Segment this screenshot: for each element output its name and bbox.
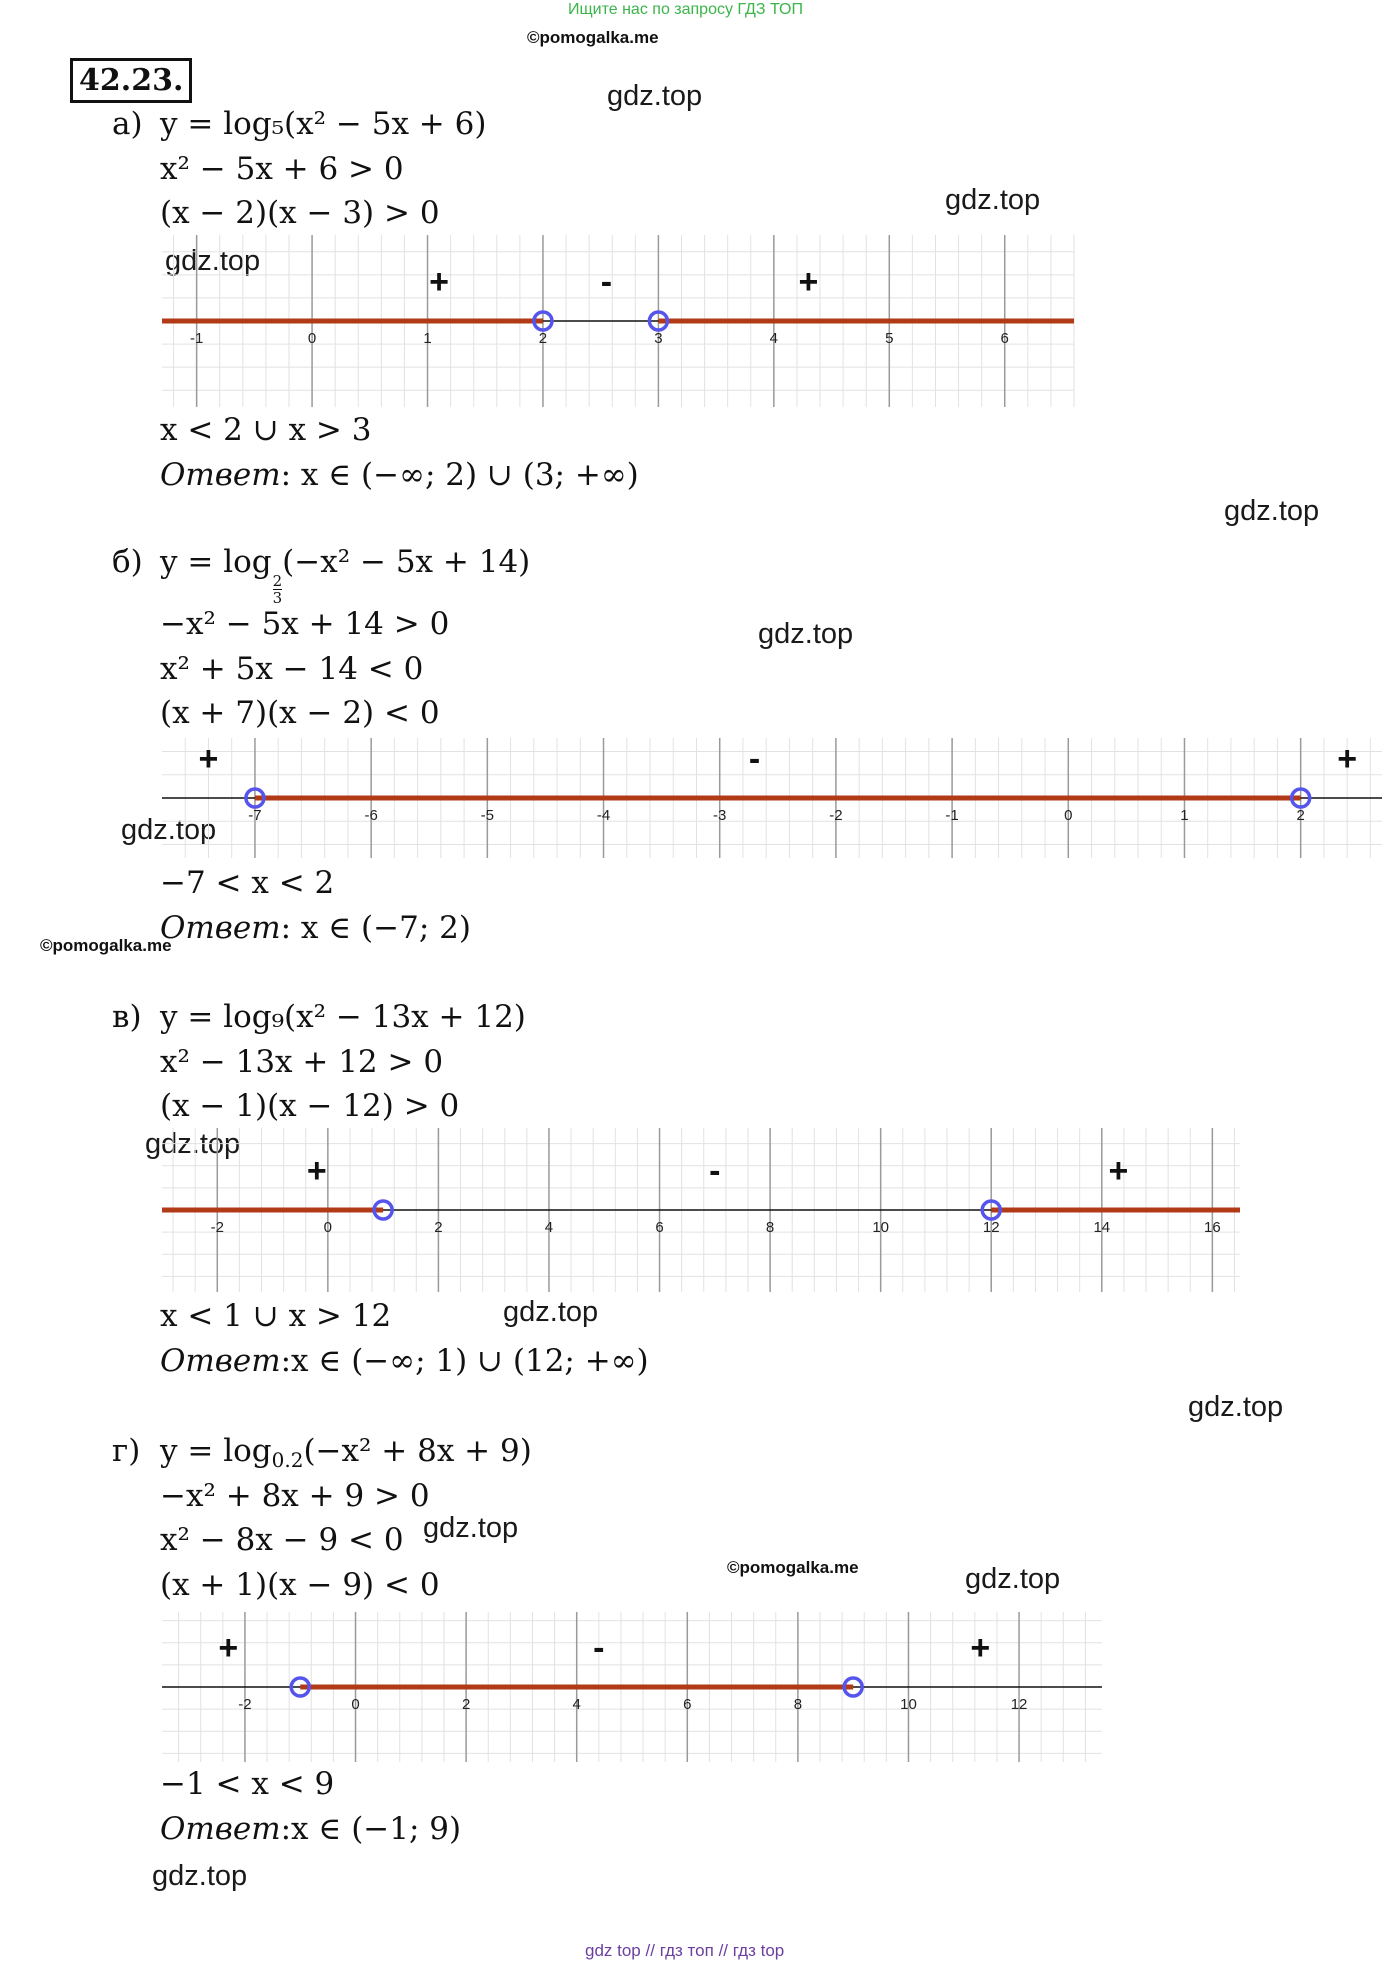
- tick-label: -5: [480, 807, 495, 824]
- watermark-pomogalka: ©pomogalka.me: [40, 936, 172, 955]
- sign-label: -: [600, 263, 613, 301]
- sign-label: -: [748, 740, 761, 778]
- tick-label: 0: [307, 330, 317, 347]
- answer-value: : x ∈ (−∞; 2) ∪ (3; +∞): [280, 457, 639, 493]
- answer-label: Ответ: [160, 457, 281, 493]
- part-a-step: x² − 5x + 6 > 0: [160, 151, 404, 187]
- part-d-solution: −1 < x < 9: [160, 1766, 335, 1802]
- search-banner[interactable]: Ищите нас по запросу ГДЗ ТОП: [568, 1, 803, 18]
- footer-links: [585, 1941, 784, 1961]
- part-b-step: x² + 5x − 14 < 0: [160, 651, 424, 687]
- tick-label: 0: [351, 1696, 360, 1713]
- sign-label: -: [709, 1152, 721, 1190]
- watermark-gdz: gdz.top: [1188, 1391, 1284, 1423]
- tick-label: 5: [885, 330, 894, 347]
- tick-label: 6: [1000, 330, 1009, 347]
- number-line-b: [162, 738, 1382, 858]
- tick-label: 4: [572, 1696, 581, 1713]
- footer-link[interactable]: gdz top: [585, 1941, 641, 1960]
- tick-label: -3: [713, 807, 727, 824]
- watermark-gdz: gdz.top: [121, 814, 217, 846]
- footer-separator: //: [645, 1941, 655, 1960]
- base-denominator: 3: [272, 589, 283, 607]
- watermark-pomogalka: ©pomogalka.me: [727, 1558, 859, 1577]
- part-b-function: [160, 543, 530, 606]
- sign-label: +: [1337, 740, 1358, 778]
- watermark-gdz: gdz.top: [1224, 495, 1320, 527]
- tick-label: -2: [829, 807, 843, 824]
- part-c-solution: x < 1 ∪ x > 12: [160, 1298, 392, 1334]
- part-b-step: (x + 7)(x − 2) < 0: [160, 695, 440, 731]
- answer-label: Ответ: [160, 910, 281, 946]
- part-b-label: б): [112, 544, 143, 580]
- tick-label: 4: [544, 1219, 554, 1236]
- tick-label: 16: [1204, 1219, 1221, 1236]
- part-b-answer: [160, 909, 471, 947]
- watermark-gdz: gdz.top: [145, 1128, 241, 1160]
- function-argument: (−x² + 8x + 9): [303, 1433, 532, 1469]
- tick-label: -4: [596, 807, 611, 824]
- watermark-gdz: gdz.top: [165, 245, 261, 277]
- part-c-answer: [160, 1342, 649, 1380]
- part-d-step: −x² + 8x + 9 > 0: [160, 1478, 430, 1514]
- sign-label: +: [218, 1629, 239, 1667]
- watermark-gdz: gdz.top: [423, 1512, 519, 1544]
- part-c-label: в): [112, 999, 142, 1035]
- footer-separator: //: [718, 1941, 729, 1960]
- number-line-a: [162, 235, 1074, 407]
- watermark-gdz: gdz.top: [945, 184, 1041, 216]
- tick-label: -1: [189, 330, 204, 347]
- tick-label: 10: [872, 1219, 890, 1236]
- function-prefix: y = log: [160, 544, 272, 580]
- part-c-step: x² − 13x + 12 > 0: [160, 1044, 444, 1080]
- tick-label: 1: [423, 330, 432, 347]
- answer-label: Ответ: [160, 1343, 281, 1379]
- sign-label: -: [593, 1629, 605, 1667]
- sign-label: +: [1108, 1152, 1129, 1190]
- watermark-gdz: gdz.top: [152, 1860, 248, 1892]
- sign-label: +: [306, 1152, 327, 1190]
- sign-label: +: [970, 1629, 991, 1667]
- tick-label: -2: [238, 1696, 252, 1713]
- part-a-solution: x < 2 ∪ x > 3: [160, 412, 372, 448]
- tick-label: 3: [654, 330, 663, 347]
- tick-label: 1: [1180, 807, 1189, 824]
- log-base-fraction: [273, 573, 283, 606]
- part-c-function: y = log₉(x² − 13x + 12): [160, 999, 526, 1035]
- answer-value: : x ∈ (−7; 2): [280, 910, 471, 946]
- answer-label: Ответ: [160, 1811, 281, 1847]
- part-a-label: а): [112, 106, 143, 142]
- function-prefix: y = log: [160, 1433, 272, 1469]
- sign-label: +: [798, 263, 819, 301]
- number-line-d: [162, 1612, 1102, 1762]
- problem-number: 42.23.: [70, 58, 192, 103]
- site-credit: ©pomogalka.me: [527, 28, 659, 47]
- tick-label: 4: [769, 330, 779, 347]
- sign-label: +: [429, 263, 449, 301]
- tick-label: -1: [945, 807, 959, 824]
- part-a-step: (x − 2)(x − 3) > 0: [160, 195, 440, 231]
- tick-label: 6: [655, 1219, 664, 1236]
- tick-label: 2: [461, 1696, 471, 1713]
- sign-label: +: [198, 740, 219, 778]
- answer-value: :x ∈ (−∞; 1) ∪ (12; +∞): [280, 1343, 649, 1379]
- part-b-step: −x² − 5x + 14 > 0: [160, 606, 450, 642]
- base-numerator: 2: [272, 572, 283, 590]
- tick-label: 10: [900, 1696, 917, 1713]
- part-d-answer: [160, 1810, 461, 1848]
- part-a-answer: [160, 456, 639, 494]
- tick-label: 12: [982, 1219, 1000, 1236]
- part-d-label: г): [112, 1433, 141, 1469]
- tick-label: 6: [683, 1696, 692, 1713]
- footer-link[interactable]: гдз топ: [659, 1941, 714, 1960]
- tick-label: -2: [210, 1219, 224, 1236]
- watermark-gdz: gdz.top: [503, 1296, 599, 1328]
- tick-label: 8: [765, 1219, 775, 1236]
- log-base: 0.2: [271, 1448, 304, 1472]
- part-d-function: [160, 1432, 532, 1479]
- tick-label: 12: [1010, 1696, 1028, 1713]
- watermark-gdz: gdz.top: [965, 1563, 1061, 1595]
- part-b-solution: −7 < x < 2: [160, 865, 335, 901]
- tick-label: 2: [538, 330, 548, 347]
- tick-label: 0: [323, 1219, 333, 1236]
- number-line-c: [162, 1128, 1240, 1292]
- tick-label: 14: [1093, 1219, 1111, 1236]
- part-d-step: (x + 1)(x − 9) < 0: [160, 1567, 440, 1603]
- tick-label: 2: [1296, 807, 1305, 824]
- answer-value: :x ∈ (−1; 9): [280, 1811, 462, 1847]
- tick-label: 0: [1064, 807, 1073, 824]
- part-a-function: y = log₅(x² − 5x + 6): [160, 106, 487, 142]
- function-argument: (−x² − 5x + 14): [282, 544, 531, 580]
- footer-link[interactable]: гдз top: [732, 1941, 785, 1960]
- watermark-gdz: gdz.top: [607, 80, 703, 112]
- tick-label: 8: [793, 1696, 803, 1713]
- watermark-gdz: gdz.top: [758, 618, 854, 650]
- tick-label: -7: [248, 807, 262, 824]
- part-d-step: x² − 8x − 9 < 0: [160, 1522, 404, 1558]
- part-c-step: (x − 1)(x − 12) > 0: [160, 1088, 460, 1124]
- tick-label: -6: [364, 807, 378, 824]
- tick-label: 2: [434, 1219, 443, 1236]
